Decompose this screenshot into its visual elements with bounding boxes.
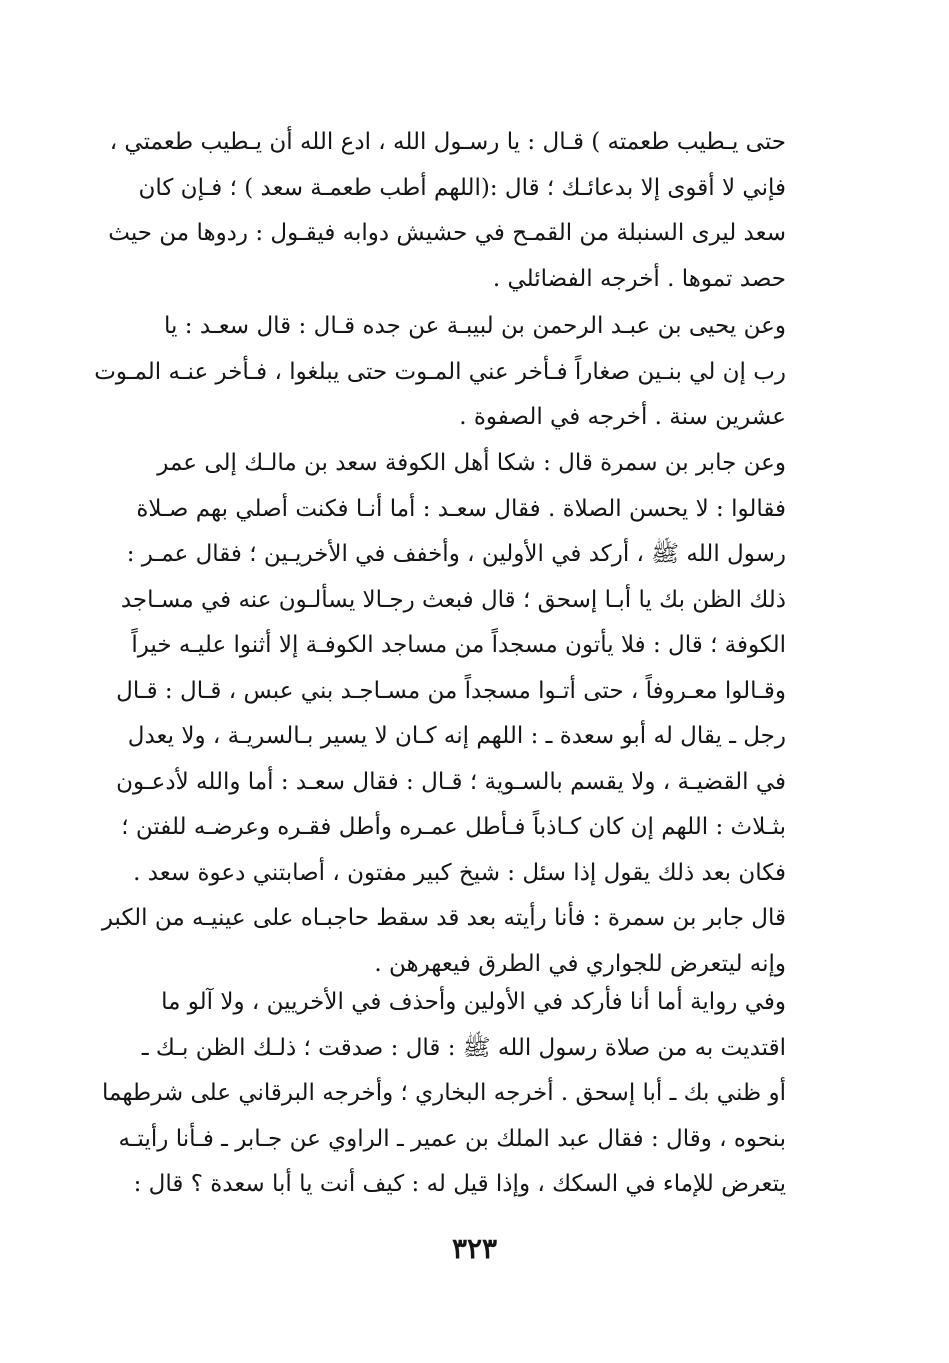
text-line: رب إن لي بنـين صغاراً فـأخر عني المـوت حتى يبلغوا ، فـأخر عنـه المـوت (94, 358, 786, 385)
text-line: بثـلاث : اللهم إن كان كـاذباً فـأطل عمـره وأطل فقـره وعرضـه للفتن ؛ (121, 814, 786, 840)
text-line: سعد ليرى السنبلة من القمـح في حشيش دوابه فيقـول : ردوها من حيث (108, 220, 786, 246)
paragraph-other-narration (102, 980, 786, 1208)
text-line: فكان بعد ذلك يقول إذا سئل : شيخ كبير مفتون ، أصابتني دعوة سعد . (133, 859, 786, 886)
page-number: ٣٢٣ (451, 1232, 498, 1265)
text-line: حصد تموها . أخرجه الفضائلي . (492, 265, 786, 292)
text-line: بنحوه ، وقال : فقال عبد الملك بن عمير ـ الراوي عن جـابر ـ فـأنا رأيتـه (118, 1125, 786, 1152)
text-line: رسول الله ﷺ ، أركد في الأولين ، وأخفف في الأخريـين ؛ فقال عمـر : (126, 541, 786, 567)
text-line: وإنه ليتعرض للجواري في الطرق فيعهرهن . (374, 950, 786, 977)
text-line: عشرين سنة . أخرجه في الصفوة . (459, 404, 786, 430)
text-line: وفي رواية أما أنا فأركد في الأولين وأحذف في الأخريين ، ولا آلو ما (161, 989, 786, 1015)
text-line: الكوفة ؛ قال : فلا يأتون مسجداً من مساجد الكوفـة إلا أثنوا عليـه خيراً (131, 632, 786, 658)
text-line: أو ظني بك ـ أبا إسحق . أخرجه البخاري ؛ وأخرجه البرقاني على شرطهما (102, 1080, 786, 1106)
text-line: حتى يـطيب طعمته ) قـال : يا رسـول الله ، ادع الله أن يـطيب طعمتي ، (109, 129, 786, 155)
text-line: فإني لا أقوى إلا بدعائـك ؛ قال :(اللهم أطب طعمـة سعد ) ؛ فـإن كان (138, 174, 786, 201)
paragraph-jabir-narration (101, 441, 786, 987)
text-line: فقالوا : لا يحسن الصلاة . فقال سعـد : أما أنـا فكنت أصلي بهم صـلاة (136, 495, 786, 522)
paragraph-yahya-narration (94, 304, 786, 441)
text-line: في القضيـة ، ولا يقسم بالسـوية ؛ قـال : فقال سعـد : أما والله لأدعـون (116, 768, 786, 795)
text-line: قال جابر بن سمرة : فأنا رأيته بعد قد سقط حاجبـاه على عينيـه من الكبر (101, 905, 786, 931)
text-line: رجل ـ يقال له أبو سعدة ـ : اللهم إنه كـان لا يسير بـالسريـة ، ولا يعدل (127, 723, 786, 749)
text-line: وعن يحيى بن عبـد الرحمن بن لبيبـة عن جده قـال : قال سعـد : يا (164, 313, 786, 339)
text-line: يتعرض للإماء في السكك ، وإذا قيل له : كيف أنت يا أبا سعدة ؟ قال : (133, 1171, 786, 1197)
text-line: اقتديت به من صلاة رسول الله ﷺ : قال : صدقت ؛ ذلـك الظن بـك ـ (141, 1034, 786, 1061)
text-line: وقـالوا معـروفاً ، حتى أتـوا مسجداً من مسـاجـد بني عبس ، قـال : قـال (116, 677, 786, 704)
text-line: ذلك الظن بك يا أبـا إسحق ؛ قال فبعث رجـالا يسألـون عنه في مسـاجد (120, 586, 786, 613)
paragraph-sad-food-supplication (108, 120, 786, 302)
text-line: وعن جابر بن سمرة قال : شكا أهل الكوفة سعد بن مالـك إلى عمر (157, 450, 786, 476)
